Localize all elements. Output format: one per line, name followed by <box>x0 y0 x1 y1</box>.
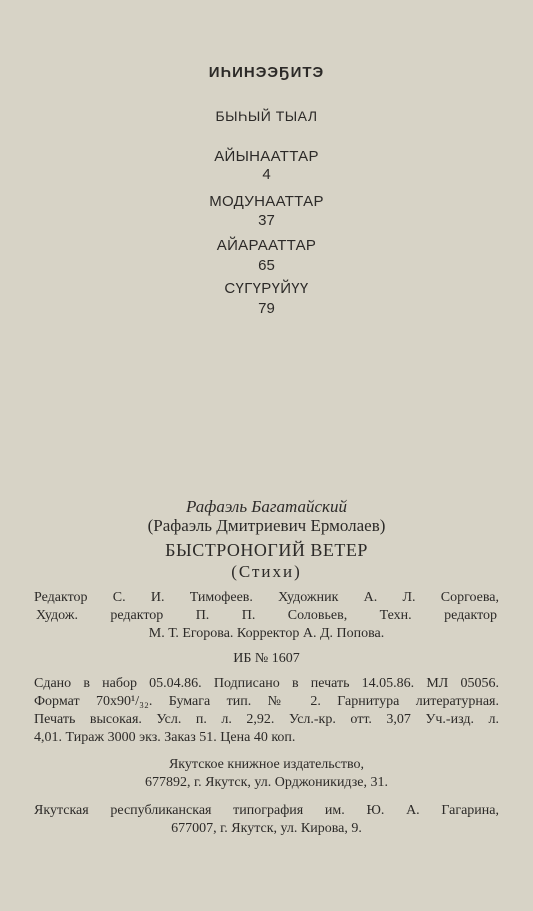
toc-section-title: АЙАРААТТАР <box>216 237 317 254</box>
toc-section-page: 37 <box>258 212 275 229</box>
printing-line: 4,01. Тираж 3000 экз. Заказ 51. Цена 40 коп. <box>34 730 296 745</box>
toc-section-title: СҮГҮРҮЙҮҮ <box>224 280 309 297</box>
toc-heading: ИҺИНЭЭҔИТЭ <box>208 64 325 81</box>
publisher-address: 677892, г. Якутск, ул. Орджоникидзе, 31. <box>145 775 388 790</box>
printing-line: Печать высокая. Усл. п. л. 2,92. Усл.-кр. отт. 3,07 Уч.-изд. л. <box>34 712 499 727</box>
toc-section-title: МОДУНААТТАР <box>209 193 324 210</box>
toc-section-page: 4 <box>262 166 271 183</box>
author-pseudonym: Рафаэль Багатайский <box>186 497 347 516</box>
ib-number: ИБ № 1607 <box>233 651 300 666</box>
publisher-name: Якутское книжное издательство, <box>168 757 365 772</box>
printing-line: Сдано в набор 05.04.86. Подписано в печать 14.05.86. МЛ 05056. <box>34 676 499 691</box>
toc-section-page: 65 <box>258 257 275 274</box>
book-genre: (Стихи) <box>231 562 302 581</box>
printer-name: Якутская республиканская типография им. Ю. А. Гагарина, <box>34 803 499 818</box>
credits-line: Редактор С. И. Тимофеев. Художник А. Л. Соргоева, <box>34 590 499 605</box>
printing-line: Формат 70x90¹/₃₂. Бумага тип. № 2. Гарнитура литературная. <box>34 694 499 709</box>
toc-section-title: АЙЫНААТТАР <box>214 148 319 165</box>
credits-line: М. Т. Егорова. Корректор А. Д. Попова. <box>148 626 385 641</box>
book-title: БЫСТРОНОГИЙ ВЕТЕР <box>165 540 368 560</box>
author-full-name: (Рафаэль Дмитриевич Ермолаев) <box>147 516 386 535</box>
printer-address: 677007, г. Якутск, ул. Кирова, 9. <box>171 821 362 836</box>
toc-section-page: 79 <box>258 300 275 317</box>
toc-part-title: БЫҺЫЙ ТЫАЛ <box>215 108 318 124</box>
credits-line: Худож. редактор П. П. Соловьев, Техн. редактор <box>36 608 497 623</box>
